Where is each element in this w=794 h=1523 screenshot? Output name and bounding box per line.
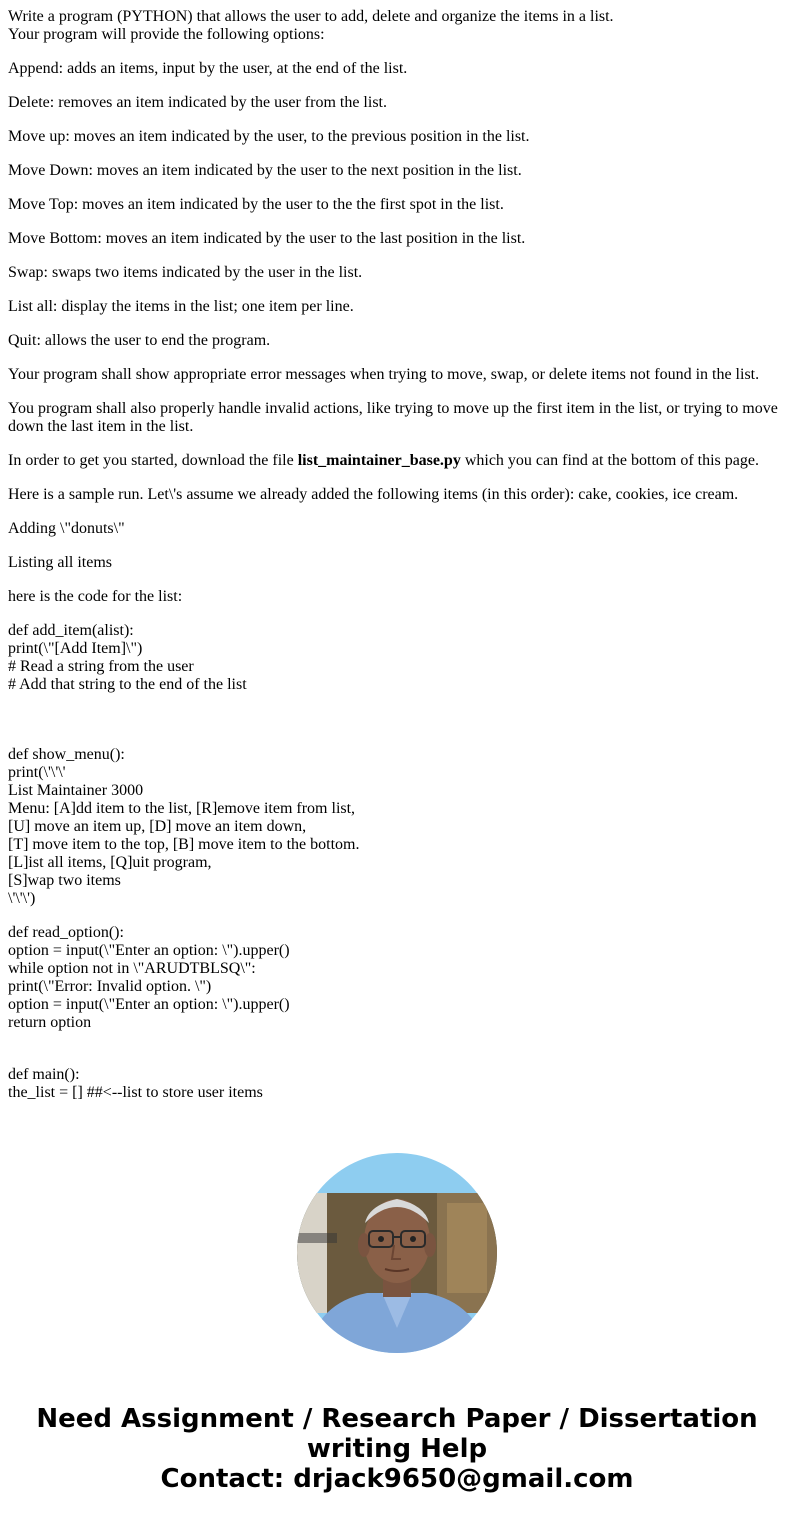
download-filename: list_maintainer_base.py xyxy=(297,452,461,469)
code-line: [S]wap two items xyxy=(8,872,121,889)
option-append: Append: adds an items, input by the user, at the end of the list. xyxy=(8,60,408,77)
banner-contact-line: Contact: drjack9650@gmail.com xyxy=(160,1464,634,1494)
code-line: option = input(\"Enter an option: \").upper() xyxy=(8,996,290,1013)
code-line: def read_option(): xyxy=(8,924,124,941)
code-line: def show_menu(): xyxy=(8,746,125,763)
requirement-invalid-actions: You program shall also properly handle invalid actions, like trying to move up the first item in the list, or trying to move down the last item in the list. xyxy=(8,400,778,435)
requirement-errors: Your program shall show appropriate error messages when trying to move, swap, or delete items not found in the list. xyxy=(8,366,760,383)
download-suffix: which you can find at the bottom of this page. xyxy=(460,452,759,469)
code-block-read-option xyxy=(8,924,786,1032)
option-quit: Quit: allows the user to end the program. xyxy=(8,332,271,349)
code-line: def main(): xyxy=(8,1066,80,1083)
option-move-down: Move Down: moves an item indicated by the user to the next position in the list. xyxy=(8,162,522,179)
code-spacer xyxy=(8,908,786,924)
document-body xyxy=(8,8,786,1102)
option-delete: Delete: removes an item indicated by the user from the list. xyxy=(8,94,387,111)
intro-paragraph xyxy=(8,8,786,44)
code-line: Menu: [A]dd item to the list, [R]emove item from list, xyxy=(8,800,356,817)
code-block-show-menu xyxy=(8,746,786,908)
code-spacer xyxy=(8,1032,786,1066)
code-line: [U] move an item up, [D] move an item down, xyxy=(8,818,307,835)
option-move-bottom: Move Bottom: moves an item indicated by the user to the last position in the list. xyxy=(8,230,526,247)
code-line: [T] move item to the top, [B] move item to the bottom. xyxy=(8,836,360,853)
code-block-main xyxy=(8,1066,786,1102)
code-line: the_list = [] ##<--list to store user items xyxy=(8,1084,263,1101)
code-line: # Add that string to the end of the list xyxy=(8,676,247,693)
sample-listing: Listing all items xyxy=(8,554,112,571)
code-spacer xyxy=(8,694,786,746)
code-line: while option not in \"ARUDTBLSQ\": xyxy=(8,960,256,977)
code-line: # Read a string from the user xyxy=(8,658,194,675)
sample-adding: Adding \"donuts\" xyxy=(8,520,125,537)
option-move-up: Move up: moves an item indicated by the user, to the previous position in the list. xyxy=(8,128,530,145)
code-block-add-item xyxy=(8,622,786,694)
code-line: return option xyxy=(8,1014,92,1031)
code-line: option = input(\"Enter an option: \").upper() xyxy=(8,942,290,959)
code-line: def add_item(alist): xyxy=(8,622,134,639)
code-line: List Maintainer 3000 xyxy=(8,782,144,799)
avatar xyxy=(297,1153,497,1353)
banner-line-2: writing Help xyxy=(306,1434,488,1464)
contact-banner xyxy=(0,1404,794,1494)
code-intro: here is the code for the list: xyxy=(8,588,183,605)
option-list-all: List all: display the items in the list; one item per line. xyxy=(8,298,354,315)
download-paragraph xyxy=(8,452,786,470)
sample-run-intro: Here is a sample run. Let\'s assume we already added the following items (in this order): cake, cookies, ice cream. xyxy=(8,486,739,503)
download-prefix: In order to get you started, download the file xyxy=(8,452,298,469)
intro-line-2: Your program will provide the following options: xyxy=(8,26,325,43)
code-listing xyxy=(8,622,786,1102)
code-line: print(\"[Add Item]\") xyxy=(8,640,143,657)
option-move-top: Move Top: moves an item indicated by the user to the the first spot in the list. xyxy=(8,196,504,213)
code-line: [L]ist all items, [Q]uit program, xyxy=(8,854,212,871)
code-line: print(\"Error: Invalid option. \") xyxy=(8,978,212,995)
banner-line-1: Need Assignment / Research Paper / Dissertation xyxy=(36,1404,758,1434)
avatar-photo xyxy=(297,1153,497,1353)
code-line: print(\'\'\' xyxy=(8,764,66,781)
code-line: \'\'\') xyxy=(8,890,36,907)
intro-line-1: Write a program (PYTHON) that allows the user to add, delete and organize the items in a list. xyxy=(8,8,614,25)
option-swap: Swap: swaps two items indicated by the user in the list. xyxy=(8,264,363,281)
